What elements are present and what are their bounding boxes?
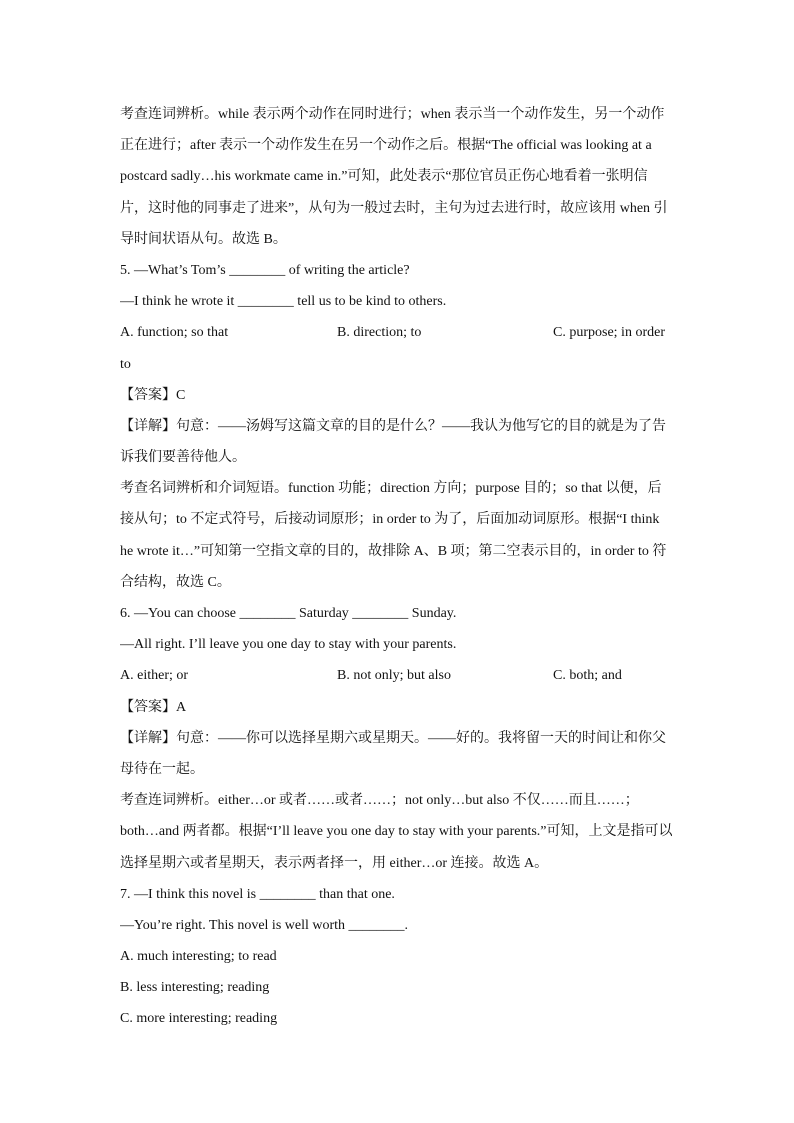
question-6-reply: —All right. I’ll leave you one day to stay with your parents. xyxy=(120,637,457,653)
option-c: C. purpose; in order xyxy=(553,325,665,341)
question-6-prompt: 6. —You can choose ________ Saturday ________ Sunday. xyxy=(120,606,457,621)
detail-line: 考查名词辨析和介词短语。function 功能；direction 方向；purpose 目的；so that 以便，后 xyxy=(120,481,662,497)
explanation-line: postcard sadly…his workmate came in.”可知，此处表示“那位官员正伤心地看着一张明信 xyxy=(120,169,648,185)
question-5-prompt: 5. —What’s Tom’s ________ of writing the article? xyxy=(120,262,410,278)
explanation-line: 考查连词辨析。while 表示两个动作在同时进行；when 表示当一个动作发生，另一个动作 xyxy=(120,107,665,122)
option-a: A. function; so that xyxy=(120,325,229,341)
question-7-prompt: 7. —I think this novel is ________ than that one. xyxy=(120,886,395,902)
option-a: A. much interesting; to read xyxy=(120,949,277,965)
detail-line: 【详解】句意：——汤姆写这篇文章的目的是什么？——我认为他写它的目的就是为了告 xyxy=(120,418,666,434)
option-b: B. direction; to xyxy=(337,325,422,341)
answer-label: 【答案】A xyxy=(120,699,187,715)
question-5-reply: —I think he wrote it ________ tell us to be kind to others. xyxy=(120,294,447,310)
explanation-line: 导时间状语从句。故选 B。 xyxy=(120,231,287,247)
detail-line: 【详解】句意：——你可以选择星期六或星期天。——好的。我将留一天的时间让和你父 xyxy=(120,730,666,746)
question-7-reply: —You’re right. This novel is well worth ________. xyxy=(120,917,409,933)
detail-line: 选择星期六或者星期天，表示两者择一，用 either…or 连接。故选 A。 xyxy=(120,855,549,871)
detail-line: 诉我们要善待他人。 xyxy=(120,450,246,466)
option-c-continued: to xyxy=(120,356,131,372)
detail-line: 接从句；to 不定式符号，后接动词原形；in order to 为了，后面加动词原形。根据“I think xyxy=(120,512,660,528)
detail-line: 合结构，故选 C。 xyxy=(120,574,231,590)
answer-label: 【答案】C xyxy=(120,387,186,403)
explanation-line: 片，这时他的同事走了进来”，从句为一般过去时，主句为过去进行时，故应该用 when 引 xyxy=(120,200,668,216)
detail-line: he wrote it…”可知第一空指文章的目的，故排除 A、B 项；第二空表示目的，in order to 符 xyxy=(120,543,667,559)
detail-line: both…and 两者都。根据“I’ll leave you one day to stay with your parents.”可知，上文是指可以 xyxy=(120,824,673,840)
option-b: B. less interesting; reading xyxy=(120,980,270,996)
option-c: C. more interesting; reading xyxy=(120,1011,278,1027)
detail-line: 考查连词辨析。either…or 或者……或者……；not only…but also 不仅……而且……； xyxy=(120,793,639,809)
page-content xyxy=(120,99,680,1035)
question-6-options xyxy=(120,660,680,691)
question-5-options xyxy=(120,317,680,348)
option-c: C. both; and xyxy=(553,668,622,684)
option-b: B. not only; but also xyxy=(337,668,451,684)
detail-line: 母待在一起。 xyxy=(120,761,204,777)
option-a: A. either; or xyxy=(120,668,189,684)
explanation-line: 正在进行；after 表示一个动作发生在另一个动作之后。根据“The official was looking at a xyxy=(120,138,652,154)
